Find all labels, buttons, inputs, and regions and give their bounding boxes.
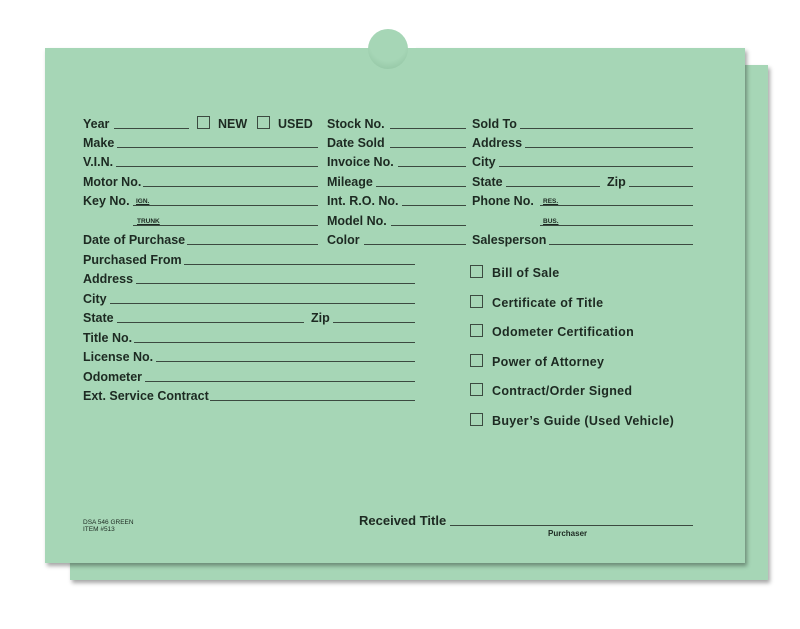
motor-field[interactable] [143, 186, 318, 187]
license-label: License No. [83, 350, 154, 364]
new-label: NEW [218, 117, 248, 131]
model-field[interactable] [391, 225, 466, 226]
stock-field[interactable] [390, 128, 466, 129]
address-label: Address [83, 272, 134, 286]
bus-label: BUS. [543, 218, 559, 225]
right-state-label: State [472, 175, 503, 189]
title-no-label: Title No. [83, 331, 133, 345]
date-purchase-label: Date of Purchase [83, 233, 186, 247]
salesperson-field[interactable] [549, 244, 693, 245]
stock-label: Stock No. [327, 117, 385, 131]
date-purchase-field[interactable] [187, 244, 318, 245]
odometer-certification-checkbox[interactable] [470, 324, 483, 337]
purchased-from-label: Purchased From [83, 253, 182, 267]
contract-order-signed-label: Contract/Order Signed [492, 384, 633, 398]
odometer-field[interactable] [145, 381, 415, 382]
key-ign-field[interactable] [133, 205, 318, 206]
color-label: Color [327, 233, 360, 247]
used-checkbox[interactable] [257, 116, 270, 129]
date-sold-label: Date Sold [327, 136, 385, 150]
right-zip-field[interactable] [629, 186, 693, 187]
license-field[interactable] [156, 361, 415, 362]
make-field[interactable] [117, 147, 318, 148]
invoice-label: Invoice No. [327, 155, 394, 169]
right-address-label: Address [472, 136, 523, 150]
bill-of-sale-checkbox[interactable] [470, 265, 483, 278]
purchaser-label: Purchaser [548, 529, 588, 538]
phone-res-field[interactable] [540, 205, 693, 206]
purchased-from-field[interactable] [184, 264, 415, 265]
ign-label: IGN. [136, 198, 150, 205]
certificate-of-title-checkbox[interactable] [470, 295, 483, 308]
contract-order-signed-checkbox[interactable] [470, 383, 483, 396]
int-ro-label: Int. R.O. No. [327, 194, 399, 208]
title-no-field[interactable] [134, 342, 415, 343]
model-label: Model No. [327, 214, 387, 228]
salesperson-label: Salesperson [472, 233, 547, 247]
right-address-field[interactable] [525, 147, 693, 148]
zip-label: Zip [311, 311, 330, 325]
date-sold-field[interactable] [390, 147, 466, 148]
phone-bus-field[interactable] [540, 225, 693, 226]
received-title-label: Received Title [359, 513, 447, 528]
key-trunk-field[interactable] [133, 225, 318, 226]
power-of-attorney-label: Power of Attorney [492, 355, 605, 369]
motor-label: Motor No. [83, 175, 142, 189]
res-label: RES. [543, 198, 559, 205]
right-state-field[interactable] [506, 186, 600, 187]
sold-to-field[interactable] [520, 128, 693, 129]
city-label: City [83, 292, 107, 306]
ext-service-label: Ext. Service Contract [83, 389, 209, 403]
right-city-field[interactable] [499, 166, 693, 167]
year-field[interactable] [114, 128, 189, 129]
sold-to-label: Sold To [472, 117, 517, 131]
zip-field[interactable] [333, 322, 415, 323]
int-ro-field[interactable] [402, 205, 466, 206]
used-label: USED [278, 117, 313, 131]
right-zip-label: Zip [607, 175, 626, 189]
address-field[interactable] [136, 283, 415, 284]
vin-field[interactable] [116, 166, 318, 167]
front-sheet [45, 48, 745, 563]
make-label: Make [83, 136, 115, 150]
buyers-guide-checkbox[interactable] [470, 413, 483, 426]
invoice-field[interactable] [398, 166, 466, 167]
bill-of-sale-label: Bill of Sale [492, 266, 560, 280]
key-label: Key No. [83, 194, 130, 208]
power-of-attorney-checkbox[interactable] [470, 354, 483, 367]
state-label: State [83, 311, 114, 325]
state-field[interactable] [117, 322, 304, 323]
city-field[interactable] [110, 303, 415, 304]
phone-label: Phone No. [472, 194, 534, 208]
color-field[interactable] [364, 244, 466, 245]
buyers-guide-label: Buyer’s Guide (Used Vehicle) [492, 414, 675, 428]
trunk-label: TRUNK [137, 218, 160, 225]
thumb-notch [368, 29, 408, 69]
right-city-label: City [472, 155, 496, 169]
certificate-of-title-label: Certificate of Title [492, 296, 604, 310]
odometer-certification-label: Odometer Certification [492, 325, 635, 339]
received-title-signature[interactable] [450, 525, 693, 526]
year-label: Year [83, 117, 110, 131]
mileage-field[interactable] [376, 186, 466, 187]
odometer-label: Odometer [83, 370, 143, 384]
item-number: ITEM #513 [83, 526, 115, 533]
ext-service-field[interactable] [210, 400, 415, 401]
new-checkbox[interactable] [197, 116, 210, 129]
vin-label: V.I.N. [83, 155, 114, 169]
mileage-label: Mileage [327, 175, 373, 189]
form-code: DSA 546 GREEN [83, 519, 134, 526]
